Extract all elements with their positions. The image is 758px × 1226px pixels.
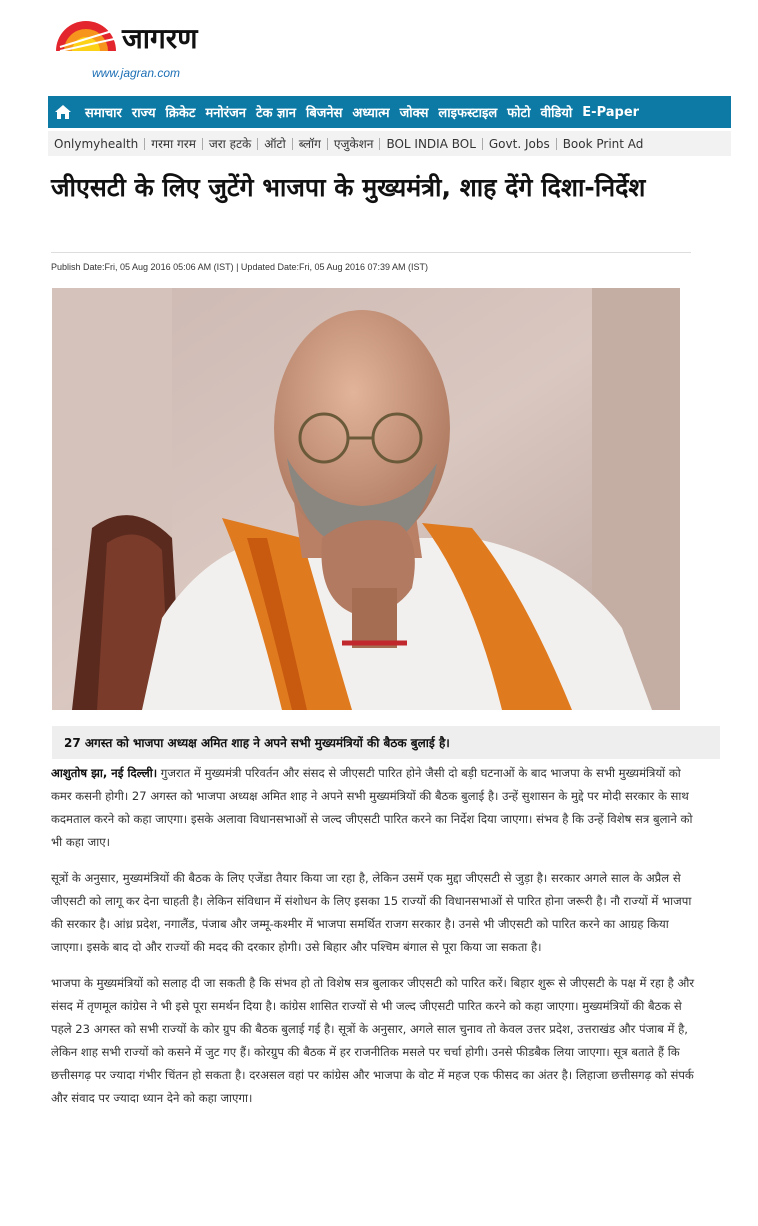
- nav-item-business[interactable]: बिजनेस: [305, 106, 343, 121]
- sub-nav-bol-india-bol[interactable]: BOL INDIA BOL: [380, 138, 482, 150]
- home-icon[interactable]: [54, 101, 76, 123]
- sub-nav-govt-jobs[interactable]: Govt. Jobs: [483, 138, 557, 150]
- headline-divider: [51, 252, 691, 253]
- dateline: आशुतोष झा, नई दिल्ली।: [51, 766, 158, 780]
- nav-item-tech[interactable]: टेक ज्ञान: [255, 106, 296, 121]
- nav-item-photo[interactable]: फोटो: [507, 106, 531, 121]
- nav-item-lifestyle[interactable]: लाइफस्टाइल: [438, 106, 498, 121]
- site-url[interactable]: www.jagran.com: [92, 66, 181, 80]
- jagran-logo[interactable]: [54, 17, 254, 59]
- main-nav: [48, 96, 731, 128]
- nav-item-jokes[interactable]: जोक्स: [399, 106, 429, 121]
- article-paragraph: [51, 762, 701, 854]
- sub-nav-garma-garam[interactable]: गरमा गरम: [145, 138, 203, 150]
- logo-wordmark: जागरण: [122, 22, 198, 55]
- photo-caption: [52, 726, 720, 759]
- sub-nav-book-print-ad[interactable]: Book Print Ad: [562, 136, 644, 151]
- nav-item-cricket[interactable]: क्रिकेट: [165, 106, 196, 121]
- nav-item-adhyatm[interactable]: अध्यात्म: [352, 106, 390, 121]
- sub-nav-zara-hatke[interactable]: जरा हटके: [203, 138, 258, 150]
- paragraph-1-text: गुजरात में मुख्यमंत्री परिवर्तन और संसद से जीएसटी पारित होने जैसी दो बड़ी घटनाओं के बाद भाजपा के सभी मुख्यमंत्रियों को कमर कसनी होगी। 27 अगस्त को भाजपा अध्यक्ष अमित शाह ने अपने सभी मुख्यमंत्रियों की बैठक बुलाई है। उन्हें सुशासन के मुद्दे पर मोदी सरकार के साथ कदमताल करने को कहा जाएगा। इसके अलावा विधानसभाओं से जल्द जीएसटी पारित करने का निर्देश दिया जाएगा। संभव है कि उन्हें विशेष सत्र बुलाने को भी कहा जाए।: [51, 766, 693, 849]
- publish-date: Publish Date:Fri, 05 Aug 2016 05:06 AM (IST) | Updated Date:Fri, 05 Aug 2016 07:39 AM (IST): [51, 262, 429, 272]
- article-body: [51, 762, 701, 1123]
- caption-text: 27 अगस्त को भाजपा अध्यक्ष अमित शाह ने अपने सभी मुख्यमंत्रियों की बैठक बुलाई है।: [64, 736, 450, 750]
- nav-item-samachar[interactable]: समाचार: [85, 106, 122, 121]
- sub-nav-auto[interactable]: ऑटो: [258, 138, 292, 150]
- article-headline: जीएसटी के लिए जुटेंगे भाजपा के मुख्यमंत्री, शाह देंगे दिशा-निर्देश: [51, 173, 646, 202]
- sub-nav: [48, 131, 731, 156]
- sub-nav-onlymyhealth[interactable]: Onlymyhealth: [48, 138, 145, 150]
- paragraph-2-text: सूत्रों के अनुसार, मुख्यमंत्रियों की बैठक के लिए एजेंडा तैयार किया जा रहा है, लेकिन उसमें एक मुद्दा जीएसटी से जुड़ा है। सरकार अगले साल के अप्रैल से जीएसटी को लागू कर देना चाहती है। लेकिन संविधान में संशोधन के लिए इसका 15 राज्यों की विधानसभाओं से पारित होना जरूरी है। नौ राज्यों में भाजपा की सरकार है। आंध्र प्रदेश, नगालैंड, पंजाब और जम्मू-कश्मीर में भाजपा समर्थित राजग सरकार है। उनसे भी जीएसटी को पारित करने का आग्रह किया जाएगा। इसके बाद दो और राज्यों की मदद की दरकार होगी। उसे बिहार और पश्चिम बंगाल से पूरा किया जा सकता है।: [51, 871, 692, 954]
- nav-item-epaper[interactable]: E-Paper: [582, 104, 640, 120]
- sub-nav-education[interactable]: एजुकेशन: [328, 138, 381, 150]
- nav-item-video[interactable]: वीडियो: [540, 106, 573, 121]
- nav-item-manoranjan[interactable]: मनोरंजन: [205, 106, 246, 121]
- article-photo: [52, 288, 680, 710]
- sub-nav-blog[interactable]: ब्लॉग: [293, 138, 328, 150]
- nav-item-rajya[interactable]: राज्य: [131, 106, 156, 121]
- sun-logo-icon: [54, 17, 118, 53]
- paragraph-3-text: भाजपा के मुख्यमंत्रियों को सलाह दी जा सकती है कि संभव हो तो विशेष सत्र बुलाकर जीएसटी को पारित करें। बिहार शुरू से जीएसटी के पक्ष में रहा है और संसद में तृणमूल कांग्रेस ने भी इसे पूरा समर्थन दिया है। कांग्रेस शासित राज्यों से भी जल्द जीएसटी पारित करने को कहा जाएगा। मुख्यमंत्रियों की बैठक से पहले 23 अगस्त को सभी राज्यों के कोर ग्रुप की बैठक बुलाई गई है। सूत्रों के अनुसार, अगले साल चुनाव तो केवल उत्तर प्रदेश, उत्तराखंड और पंजाब में है, लेकिन शाह सभी राज्यों को कसने में जुट गए हैं। कोरग्रुप की बैठक में हर राजनीतिक मसले पर चर्चा होगी। उनसे फीडबैक लिया जाएगा। सूत्र बताते हैं कि छत्तीसगढ़ पर ज्यादा गंभीर चिंतन हो सकता है। दरअसल वहां पर कांग्रेस और भाजपा के वोट में महज एक फीसद का अंतर है। लिहाजा छत्तीसगढ़ को संपर्क और संवाद पर ज्यादा ध्यान देने को कहा जाएगा।: [51, 976, 695, 1105]
